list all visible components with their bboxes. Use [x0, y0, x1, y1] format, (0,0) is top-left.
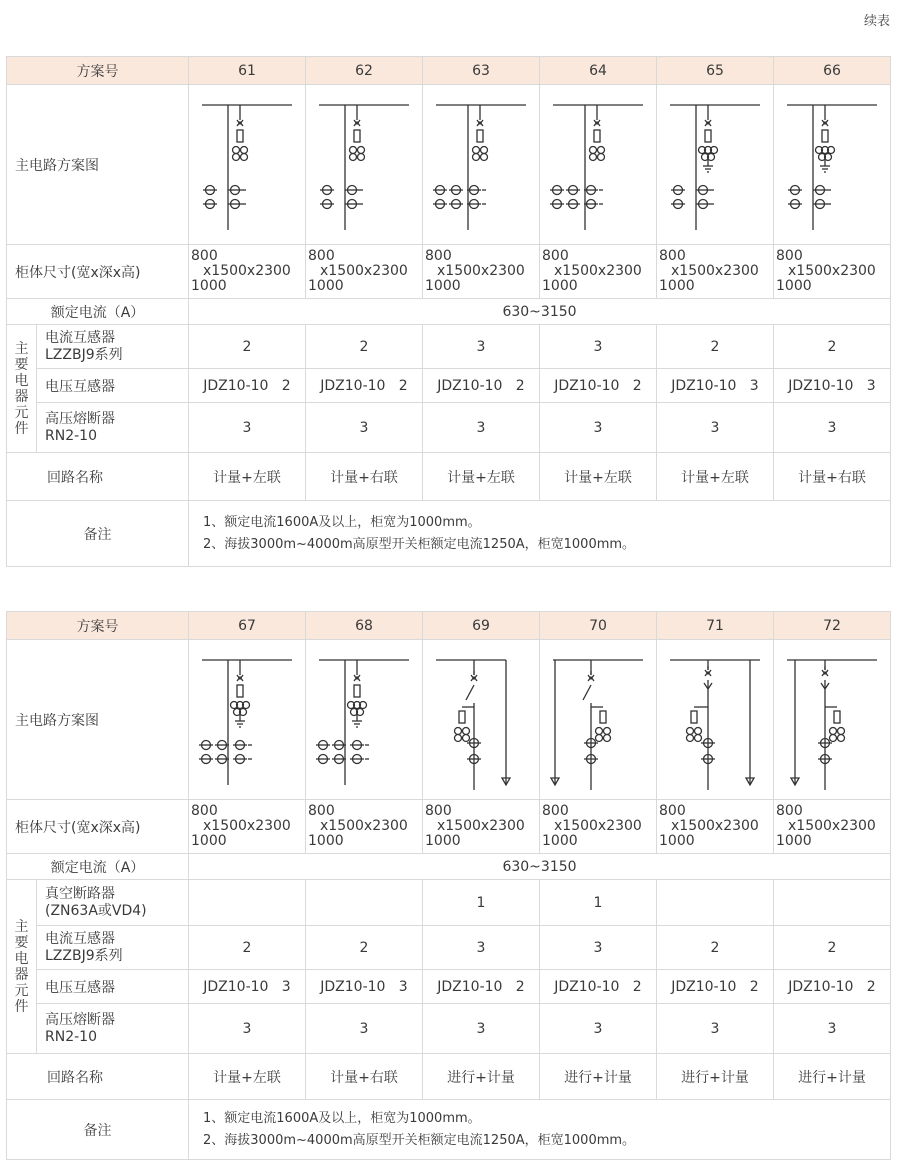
current-label: 额定电流（A） — [7, 854, 189, 880]
vt-value: JDZ10-10 2 — [540, 970, 657, 1004]
circuit-diagram — [423, 85, 540, 245]
ct-value: 2 — [657, 325, 774, 369]
vcb-value: 1 — [540, 880, 657, 926]
scheme-number: 65 — [657, 57, 774, 85]
size-row — [7, 800, 891, 854]
circuit-row — [7, 1054, 891, 1100]
diagram-label: 主电路方案图 — [7, 85, 189, 245]
fuse-value: 3 — [423, 403, 540, 453]
vt-value: JDZ10-10 2 — [189, 369, 306, 403]
vcb-row — [7, 880, 891, 926]
ct-value: 2 — [189, 325, 306, 369]
scheme-number-row — [7, 612, 891, 640]
circuit-name: 进行+计量 — [423, 1054, 540, 1100]
cabinet-size: 800 x1500x2300 1000 — [540, 245, 657, 299]
current-row — [7, 854, 891, 880]
cabinet-size: 800 x1500x2300 1000 — [540, 800, 657, 854]
circuit-label: 回路名称 — [7, 1054, 189, 1100]
circuit-name: 计量+左联 — [423, 453, 540, 501]
vt-row — [7, 369, 891, 403]
fuse-value: 3 — [306, 1004, 423, 1054]
scheme-number-label: 方案号 — [7, 612, 189, 640]
remarks-label: 备注 — [7, 501, 189, 567]
cabinet-size: 800 x1500x2300 1000 — [657, 245, 774, 299]
remarks-notes — [189, 501, 891, 567]
scheme-number: 61 — [189, 57, 306, 85]
fuse-value: 3 — [774, 403, 891, 453]
scheme-number: 68 — [306, 612, 423, 640]
scheme-number: 66 — [774, 57, 891, 85]
remarks-row — [7, 501, 891, 567]
vt-value: JDZ10-10 3 — [657, 369, 774, 403]
circuit-diagram — [774, 640, 891, 800]
scheme-table-1 — [6, 56, 891, 567]
circuit-name: 进行+计量 — [774, 1054, 891, 1100]
circuit-diagram — [540, 640, 657, 800]
circuit-label: 回路名称 — [7, 453, 189, 501]
main-components-label: 主要电器元件 — [7, 325, 37, 453]
cabinet-size: 800 x1500x2300 1000 — [189, 800, 306, 854]
diagram-row — [7, 640, 891, 800]
ct-value: 3 — [423, 325, 540, 369]
vcb-value — [774, 880, 891, 926]
ct-row — [7, 325, 891, 369]
vt-label: 电压互感器 — [37, 970, 189, 1004]
circuit-name: 计量+左联 — [189, 453, 306, 501]
vt-value: JDZ10-10 2 — [423, 970, 540, 1004]
circuit-name: 计量+左联 — [189, 1054, 306, 1100]
circuit-name: 进行+计量 — [540, 1054, 657, 1100]
fuse-row — [7, 403, 891, 453]
circuit-diagram — [423, 640, 540, 800]
circuit-diagram — [306, 85, 423, 245]
circuit-diagram — [540, 85, 657, 245]
remarks-row — [7, 1100, 891, 1160]
scheme-number: 63 — [423, 57, 540, 85]
fuse-value: 3 — [540, 403, 657, 453]
fuse-value: 3 — [774, 1004, 891, 1054]
ct-value: 2 — [774, 325, 891, 369]
size-row — [7, 245, 891, 299]
vt-value: JDZ10-10 2 — [306, 369, 423, 403]
note-line: 2、海拔3000m~4000m高原型开关柜额定电流1250A，柜宽1000mm。 — [203, 1132, 636, 1148]
ct-value: 2 — [189, 926, 306, 970]
vcb-label: 真空断路器 (ZN63A或VD4) — [37, 880, 189, 926]
scheme-table-2 — [6, 611, 891, 1160]
cabinet-size: 800 x1500x2300 1000 — [774, 245, 891, 299]
fuse-label: 高压熔断器 RN2-10 — [37, 403, 189, 453]
vcb-value — [657, 880, 774, 926]
scheme-number: 64 — [540, 57, 657, 85]
vcb-value: 1 — [423, 880, 540, 926]
remarks-notes — [189, 1100, 891, 1160]
cabinet-size: 800 x1500x2300 1000 — [774, 800, 891, 854]
ct-label: 电流互感器 LZZBJ9系列 — [37, 325, 189, 369]
vt-value: JDZ10-10 2 — [774, 970, 891, 1004]
circuit-name: 进行+计量 — [657, 1054, 774, 1100]
vcb-value — [189, 880, 306, 926]
ct-value: 2 — [306, 926, 423, 970]
cabinet-size: 800 x1500x2300 1000 — [657, 800, 774, 854]
circuit-diagram — [306, 640, 423, 800]
ct-value: 2 — [657, 926, 774, 970]
diagram-row — [7, 85, 891, 245]
ct-value: 2 — [306, 325, 423, 369]
fuse-value: 3 — [657, 1004, 774, 1054]
vt-label: 电压互感器 — [37, 369, 189, 403]
ct-value: 3 — [540, 325, 657, 369]
scheme-number: 72 — [774, 612, 891, 640]
cabinet-size: 800 x1500x2300 1000 — [189, 245, 306, 299]
circuit-diagram — [657, 640, 774, 800]
ct-value: 2 — [774, 926, 891, 970]
fuse-value: 3 — [540, 1004, 657, 1054]
vt-value: JDZ10-10 2 — [657, 970, 774, 1004]
note-line: 1、额定电流1600A及以上，柜宽为1000mm。 — [203, 514, 481, 530]
circuit-diagram — [657, 85, 774, 245]
remarks-label: 备注 — [7, 1100, 189, 1160]
vt-value: JDZ10-10 3 — [306, 970, 423, 1004]
scheme-number: 62 — [306, 57, 423, 85]
size-label: 柜体尺寸(宽x深x高) — [7, 245, 189, 299]
scheme-number: 70 — [540, 612, 657, 640]
diagram-label: 主电路方案图 — [7, 640, 189, 800]
fuse-value: 3 — [189, 1004, 306, 1054]
vt-value: JDZ10-10 3 — [189, 970, 306, 1004]
fuse-label: 高压熔断器 RN2-10 — [37, 1004, 189, 1054]
size-label: 柜体尺寸(宽x深x高) — [7, 800, 189, 854]
ct-value: 3 — [540, 926, 657, 970]
circuit-name: 计量+右联 — [306, 453, 423, 501]
fuse-value: 3 — [423, 1004, 540, 1054]
circuit-diagram — [774, 85, 891, 245]
current-row — [7, 299, 891, 325]
cabinet-size: 800 x1500x2300 1000 — [423, 245, 540, 299]
circuit-row — [7, 453, 891, 501]
fuse-value: 3 — [306, 403, 423, 453]
vt-value: JDZ10-10 2 — [423, 369, 540, 403]
vt-value: JDZ10-10 2 — [540, 369, 657, 403]
fuse-value: 3 — [657, 403, 774, 453]
ct-row — [7, 926, 891, 970]
fuse-value: 3 — [189, 403, 306, 453]
scheme-number-row — [7, 57, 891, 85]
continued-label: 续表 — [863, 14, 890, 29]
ct-value: 3 — [423, 926, 540, 970]
scheme-number-label: 方案号 — [7, 57, 189, 85]
cabinet-size: 800 x1500x2300 1000 — [306, 245, 423, 299]
scheme-number: 67 — [189, 612, 306, 640]
circuit-name: 计量+左联 — [657, 453, 774, 501]
vt-value: JDZ10-10 3 — [774, 369, 891, 403]
current-label: 额定电流（A） — [7, 299, 189, 325]
scheme-number: 69 — [423, 612, 540, 640]
fuse-row — [7, 1004, 891, 1054]
vcb-value — [306, 880, 423, 926]
circuit-name: 计量+右联 — [306, 1054, 423, 1100]
cabinet-size: 800 x1500x2300 1000 — [306, 800, 423, 854]
ct-label: 电流互感器 LZZBJ9系列 — [37, 926, 189, 970]
circuit-name: 计量+左联 — [540, 453, 657, 501]
vt-row — [7, 970, 891, 1004]
scheme-number: 71 — [657, 612, 774, 640]
note-line: 1、额定电流1600A及以上，柜宽为1000mm。 — [203, 1110, 481, 1126]
circuit-diagram — [189, 640, 306, 800]
rated-current: 630~3150 — [189, 854, 891, 880]
circuit-diagram — [189, 85, 306, 245]
rated-current: 630~3150 — [189, 299, 891, 325]
cabinet-size: 800 x1500x2300 1000 — [423, 800, 540, 854]
circuit-name: 计量+右联 — [774, 453, 891, 501]
main-components-label: 主要电器元件 — [7, 880, 37, 1054]
note-line: 2、海拔3000m~4000m高原型开关柜额定电流1250A，柜宽1000mm。 — [203, 536, 636, 552]
